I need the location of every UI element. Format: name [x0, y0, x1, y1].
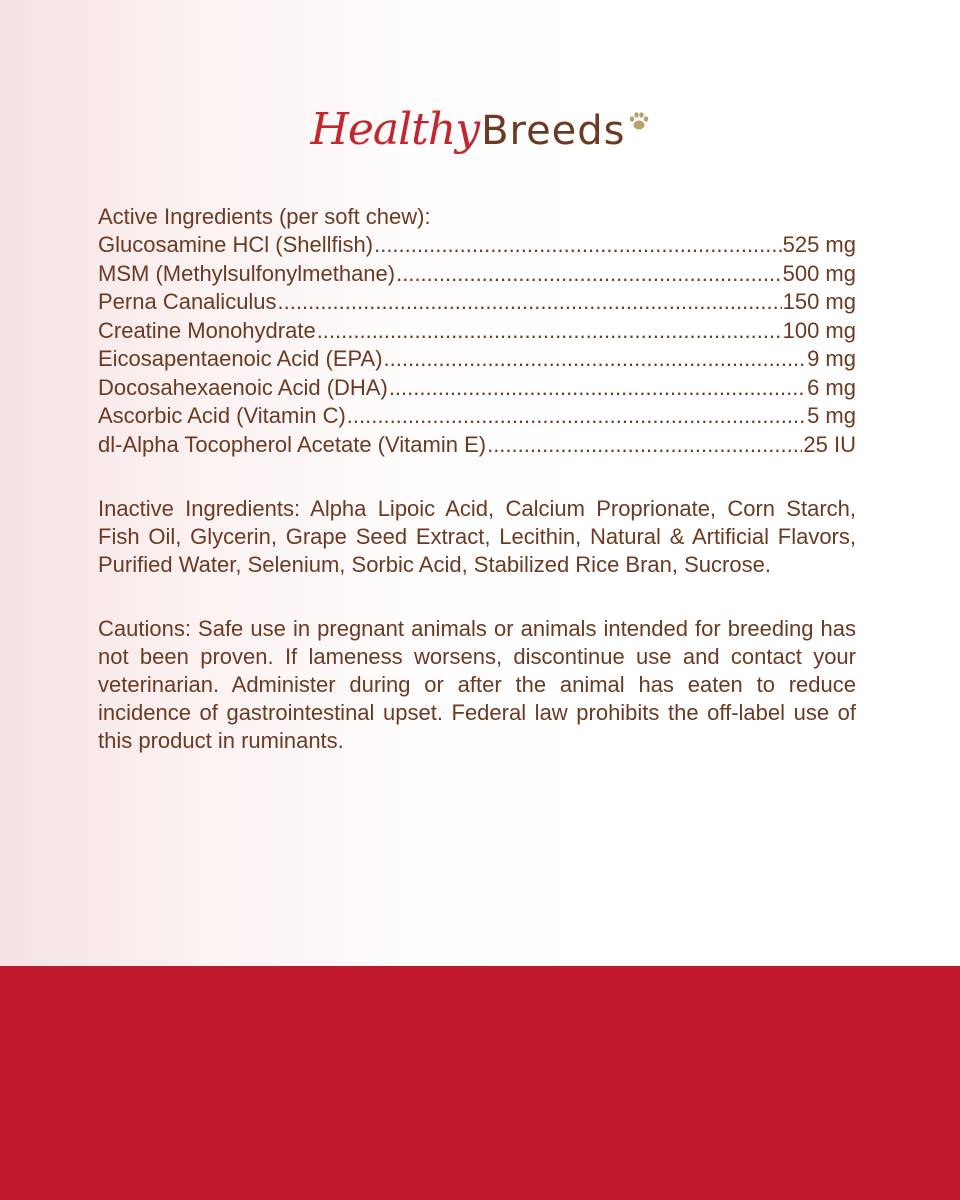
ingredient-name: Eicosapentaenoic Acid (EPA): [98, 346, 383, 371]
ingredient-dose: 6 mg: [807, 374, 856, 400]
ingredient-name: dl-Alpha Tocopherol Acetate (Vitamin E): [98, 431, 487, 457]
dot-leader: [389, 374, 806, 403]
paw-icon: [628, 110, 650, 137]
ingredient-name: Creatine Monohydrate: [98, 317, 316, 343]
cautions-text: Cautions: Safe use in pregnant animals or animals intended for breeding has not been proven. If lameness worsens, discontinue use and contact your veterinarian. Administer during or after the animal has eaten to reduce incidence of gastrointestinal upset. Federal law prohibits the off-label use of this product in ruminants.: [98, 616, 856, 753]
dot-leader: [347, 402, 806, 431]
ingredients-panel: [98, 203, 856, 755]
logo-text-breeds: Breeds: [481, 108, 626, 154]
dot-leader: [278, 288, 782, 317]
ingredient-dose: 150 mg: [782, 289, 856, 314]
ingredient-row: [98, 260, 856, 289]
dot-leader: [384, 345, 807, 374]
footer-band: [0, 966, 960, 1200]
active-ingredients-list: [98, 231, 856, 459]
ingredient-dose: 500 mg: [782, 260, 856, 286]
ingredient-dose: 100 mg: [782, 317, 856, 343]
ingredient-row: [98, 231, 856, 260]
ingredient-name: Docosahexaenoic Acid (DHA): [98, 374, 388, 400]
ingredient-row: [98, 402, 856, 431]
logo-text-healthy: Healthy: [310, 104, 480, 155]
ingredient-row: [98, 317, 856, 346]
dot-leader: [374, 231, 782, 260]
ingredient-row: [98, 288, 856, 317]
ingredient-row: [98, 345, 856, 374]
dot-leader: [317, 317, 782, 346]
ingredient-name: Glucosamine HCl (Shellfish): [98, 232, 374, 257]
ingredient-name: Perna Canaliculus: [98, 289, 277, 314]
ingredient-dose: 525 mg: [782, 232, 856, 257]
dot-leader: [396, 260, 782, 289]
brand-logo: [0, 104, 960, 155]
dot-leader: [487, 431, 802, 460]
ingredient-dose: 25 IU: [803, 431, 856, 457]
inactive-ingredients-text: Inactive Ingredients: Alpha Lipoic Acid, Calcium Proprionate, Corn Starch, Fish Oil, Glycerin, Grape Seed Extract, Lecithin, Natural & Artificial Flavors, Purified Water, Selenium, Sorbic Acid, Stabilized Rice Bran, Sucrose.: [98, 496, 856, 577]
ingredient-name: MSM (Methylsulfonylmethane): [98, 260, 396, 286]
ingredient-dose: 5 mg: [807, 403, 856, 428]
ingredient-dose: 9 mg: [807, 346, 856, 371]
ingredient-row: [98, 374, 856, 403]
ingredient-name: Ascorbic Acid (Vitamin C): [98, 403, 346, 428]
active-ingredients-heading: Active Ingredients (per soft chew):: [98, 204, 431, 229]
ingredient-row: [98, 431, 856, 460]
